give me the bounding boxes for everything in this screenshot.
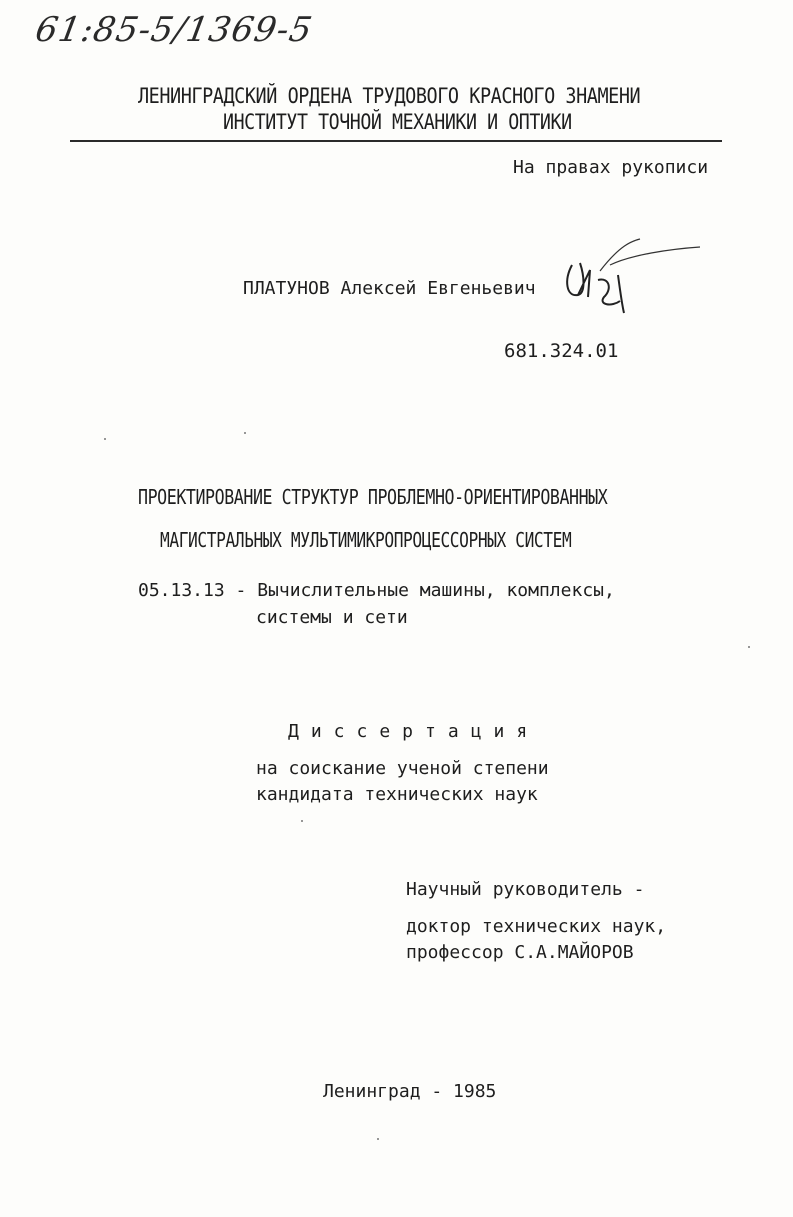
- scan-speck: [748, 646, 750, 648]
- manuscript-note: На правах рукописи: [513, 157, 709, 178]
- supervisor-line-3: профессор С.А.МАЙОРОВ: [406, 942, 634, 963]
- title-line-1: ПРОЕКТИРОВАНИЕ СТРУКТУР ПРОБЛЕМНО-ОРИЕНТИРОВАННЫХ: [138, 485, 608, 509]
- signature-image: [560, 235, 710, 325]
- specialty-code-line: 05.13.13 - Вычислительные машины, комплексы,: [138, 580, 615, 601]
- author-name: ПЛАТУНОВ Алексей Евгеньевич: [243, 278, 536, 299]
- dissertation-heading: Диссертация: [288, 721, 540, 742]
- supervisor-line-2: доктор технических наук,: [406, 916, 667, 937]
- scan-speck: [301, 820, 303, 822]
- scan-speck: [377, 1138, 379, 1140]
- supervisor-line-1: Научный руководитель -: [406, 879, 645, 900]
- scan-speck: [244, 432, 246, 434]
- archive-number: 61:85-5/1369-5: [32, 10, 316, 50]
- institution-line-1: ЛЕНИНГРАДСКИЙ ОРДЕНА ТРУДОВОГО КРАСНОГО ЗНАМЕНИ: [138, 84, 641, 108]
- udc-code: 681.324.01: [504, 340, 619, 362]
- place-year: Ленинград - 1985: [323, 1081, 497, 1102]
- scan-speck: [104, 438, 106, 440]
- dissertation-line-2: кандидата технических наук: [256, 784, 538, 805]
- title-line-2: МАГИСТРАЛЬНЫХ МУЛЬТИМИКРОПРОЦЕССОРНЫХ СИСТЕМ: [160, 528, 572, 552]
- header-rule: [70, 140, 722, 142]
- specialty-continuation: системы и сети: [256, 607, 408, 628]
- dissertation-line-1: на соискание ученой степени: [256, 758, 549, 779]
- institution-line-2: ИНСТИТУТ ТОЧНОЙ МЕХАНИКИ И ОПТИКИ: [223, 110, 572, 134]
